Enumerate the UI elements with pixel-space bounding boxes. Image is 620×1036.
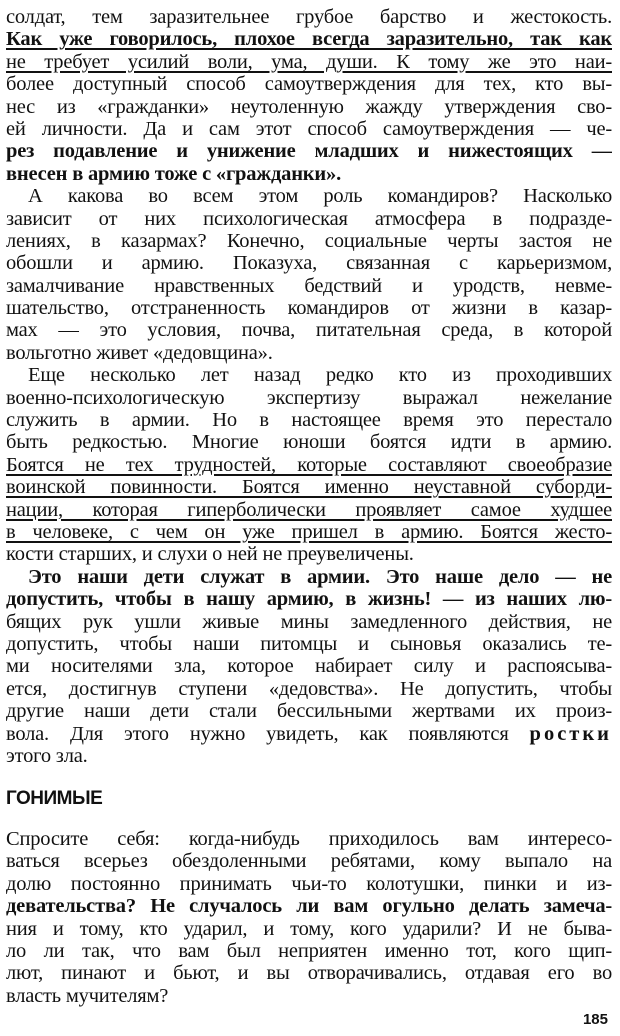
text-line: не требует усилий воли, ума, души. К тому же это наи- (6, 50, 612, 73)
text-line: девательства? Не случалось ли вам огульно делать замеча- (6, 895, 612, 918)
text-line: служить в армии. Но в настоящее время это перестало (6, 409, 612, 432)
text-line: Спросите себя: когда-нибудь приходилось вам интересо- (6, 828, 612, 850)
text-line: допустить, чтобы в нашу армию, в жизнь! — из наших лю- (6, 588, 612, 611)
text-segment: вола. Для этого нужно увидеть, как появляются (6, 722, 509, 745)
text-line: зависит от них психологическая атмосфера в подразде- (6, 207, 612, 230)
text-line: быть редкостью. Многие юноши боятся идти в армию. (6, 431, 612, 454)
text-line: солдат, тем заразительнее грубое барство и жестокость. (6, 6, 612, 28)
text-line: власть мучителям? (6, 984, 169, 1007)
body-text (6, 6, 612, 767)
text-line: ей личности. Да и сам этот способ самоутверждения — че- (6, 117, 612, 140)
text-line: вольготно живет «дедовщина». (6, 341, 273, 364)
text-line: ло ли так, что вам был неприятен именно тот, кого щип- (6, 939, 612, 962)
text-line: допустить, чтобы наши питомцы и сыновья оказались те- (6, 632, 612, 655)
text-line: этого зла. (6, 744, 88, 767)
text-line: военно-психологическую экспертизу выражал нежелание (6, 386, 612, 409)
text-line: кости старших, и слухи о ней не преувеличены. (6, 543, 414, 566)
text-line: лениях, в казармах? Конечно, социальные черты застоя не (6, 229, 612, 252)
section-text (6, 828, 612, 1007)
spaced-word: ростки (529, 722, 612, 745)
text-line: А какова во всем этом роль командиров? Насколько (28, 185, 612, 208)
text-line: воинской повинности. Боятся именно неуставной суборди- (6, 476, 612, 499)
text-line: ваться всерьез обездоленными ребятами, кому выпало на (6, 850, 612, 873)
text-line: Как уже говорилось, плохое всегда заразительно, так как (6, 28, 612, 51)
text-line: Это наши дети служат в армии. Это наше дело — не (28, 565, 612, 588)
text-line: бящих рук ушли живые мины замедленного действия, не (6, 610, 612, 633)
page-number: 185 (582, 1011, 608, 1028)
text-line: более доступный способ самоутверждения для тех, кто вы- (6, 73, 612, 96)
text-line: в человеке, с чем он уже пришел в армию. Боятся жесто- (6, 520, 612, 543)
text-line: обошли и армию. Показуха, связанная с карьеризмом, (6, 252, 612, 275)
text-line: нес из «гражданки» неутоленную жажду утверждения сво- (6, 95, 612, 118)
section-heading: ГОНИМЫЕ (6, 788, 103, 809)
text-line: долю постоянно принимать чьи-то колотушки, пинки и из- (6, 872, 612, 895)
book-page (6, 6, 612, 1030)
text-line: нации, которая гиперболически проявляет самое худшее (6, 498, 612, 521)
text-line: внесен в армию тоже с «гражданки». (6, 162, 342, 185)
text-line: мах — это условия, почва, питательная среда, в которой (6, 319, 612, 342)
text-line: замалчивание нравственных бедствий и уродств, невме- (6, 274, 612, 297)
text-line: ния и тому, кто ударил, и тому, кого ударили? И не быва- (6, 917, 612, 940)
text-line: лют, пинают и бьют, и вы отворачивались, отдавая его во (6, 962, 612, 985)
text-line: ми носителями зла, которое набирает силу и распоясыва- (6, 655, 612, 678)
text-line: Еще несколько лет назад редко кто из проходивших (28, 364, 612, 387)
text-line: шательство, отстраненность командиров от жизни в казар- (6, 297, 612, 320)
text-line (6, 723, 612, 745)
text-line: рез подавление и унижение младших и нижестоящих — (6, 140, 612, 163)
text-line: Боятся не тех трудностей, которые составляют своеобразие (6, 453, 612, 476)
text-line: другие наши дети стали бессильными жертвами их произ- (6, 700, 612, 723)
text-line: ется, достигнув ступени «дедовства». Не допустить, чтобы (6, 677, 612, 700)
